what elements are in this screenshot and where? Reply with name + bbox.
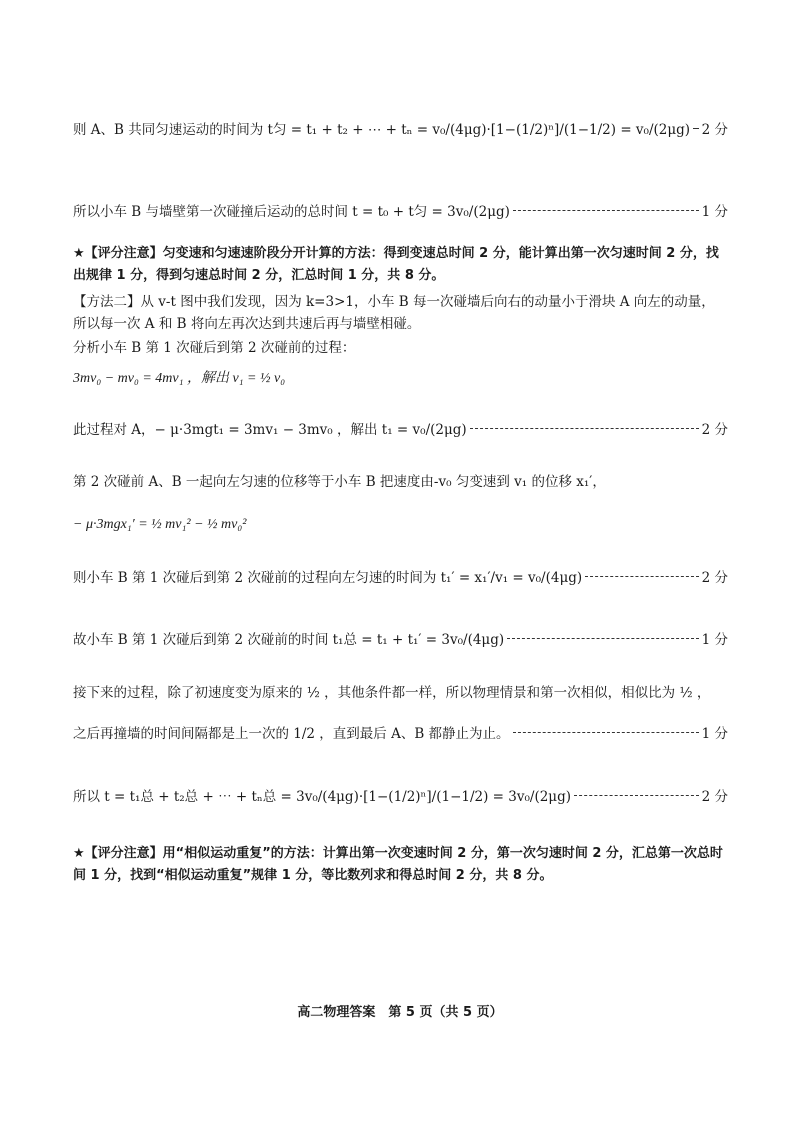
- similarity-statement: 接下来的过程，除了初速度变为原来的 ½ ，其他条件都一样，所以物理情景和第一次相似，相似比为 ½ ，: [73, 685, 711, 701]
- points-label: 1 分: [701, 726, 728, 742]
- grading-note-2: ★【评分注意】用“相似运动重复”的方法：计算出第一次变速时间 2 分，第一次匀速时间 2 分，汇总第一次总时间 1 分，找到“相似运动重复”规律 1 分，等比数列求和得总时间 2 分，共 8 分。: [73, 846, 723, 883]
- answer-line-2: [73, 200, 728, 220]
- energy-equation: − μ·3mgx₁′ = ½ mv₁² − ½ mv₀²: [73, 517, 247, 532]
- points-label: 2 分: [701, 570, 728, 586]
- answer-line-5: [73, 628, 728, 648]
- dash-leader: [574, 795, 699, 796]
- equation-text: 所以 t = t₁总 + t₂总 + ⋯ + tₙ总 = 3v₀/(4μg)·[1−(1/2)ⁿ]/(1−1/2) = 3v₀/(2μg): [73, 789, 571, 805]
- dash-leader: [693, 128, 699, 129]
- equation-text: 故小车 B 第 1 次碰后到第 2 次碰前的时间 t₁总 = t₁ + t₁′ = 3v₀/(4μg): [73, 632, 505, 648]
- page-footer: 高二物理答案 第 5 页（共 5 页）: [297, 1005, 503, 1020]
- points-label: 2 分: [701, 122, 728, 138]
- answer-line-3: [73, 418, 728, 438]
- equation-text: 则 A、B 共同匀速运动的时间为 t匀 = t₁ + t₂ + ⋯ + tₙ = v₀/(4μg)·[1−(1/2)ⁿ]/(1−1/2) = v₀/(2μg): [73, 122, 691, 138]
- answer-line-6: [73, 722, 728, 742]
- momentum-equation: 3mv₀ − mv₀ = 4mv₁ ，解出 v₁ = ½ v₀: [73, 371, 286, 386]
- displacement-statement: 第 2 次碰前 A、B 一起向左匀速的位移等于小车 B 把速度由-v₀ 匀变速到 v₁ 的位移 x₁′，: [73, 474, 606, 490]
- equation-text: 则小车 B 第 1 次碰后到第 2 次碰前的过程向左匀速的时间为 t₁′ = x₁′/v₁ = v₀/(4μg): [73, 570, 583, 586]
- points-label: 1 分: [701, 632, 728, 648]
- points-label: 1 分: [701, 204, 728, 220]
- points-label: 2 分: [701, 789, 728, 805]
- equation-text: 之后再撞墙的时间间隔都是上一次的 1/2 ，直到最后 A、B 都静止为止。: [73, 726, 510, 742]
- dash-leader: [513, 732, 699, 733]
- dash-leader: [585, 576, 698, 577]
- answer-line-4: [73, 566, 728, 586]
- dash-leader: [470, 428, 699, 429]
- analysis-heading: 分析小车 B 第 1 次碰后到第 2 次碰前的过程：: [73, 340, 356, 356]
- points-label: 2 分: [701, 422, 728, 438]
- answer-line-7: [73, 785, 728, 805]
- method-two-paragraph: 【方法二】从 v-t 图中我们发现，因为 k=3>1，小车 B 每一次碰墙后向右的动量小于滑块 A 向左的动量，所以每一次 A 和 B 将向左再次达到共速后再与墙壁相碰。: [73, 294, 715, 332]
- dash-leader: [513, 210, 699, 211]
- equation-text: 所以小车 B 与墙壁第一次碰撞后运动的总时间 t = t₀ + t匀 = 3v₀/(2μg): [73, 204, 510, 220]
- grading-note-1: ★【评分注意】匀变速和匀速速阶段分开计算的方法：得到变速总时间 2 分，能计算出第一次匀速时间 2 分，找出规律 1 分，得到匀速总时间 2 分，汇总时间 1 分，共 8 分。: [73, 246, 719, 283]
- equation-text: 此过程对 A，− μ·3mgt₁ = 3mv₁ − 3mv₀ ，解出 t₁ = v₀/(2μg): [73, 422, 467, 438]
- dash-leader: [507, 638, 698, 639]
- answer-line-1: [73, 118, 728, 138]
